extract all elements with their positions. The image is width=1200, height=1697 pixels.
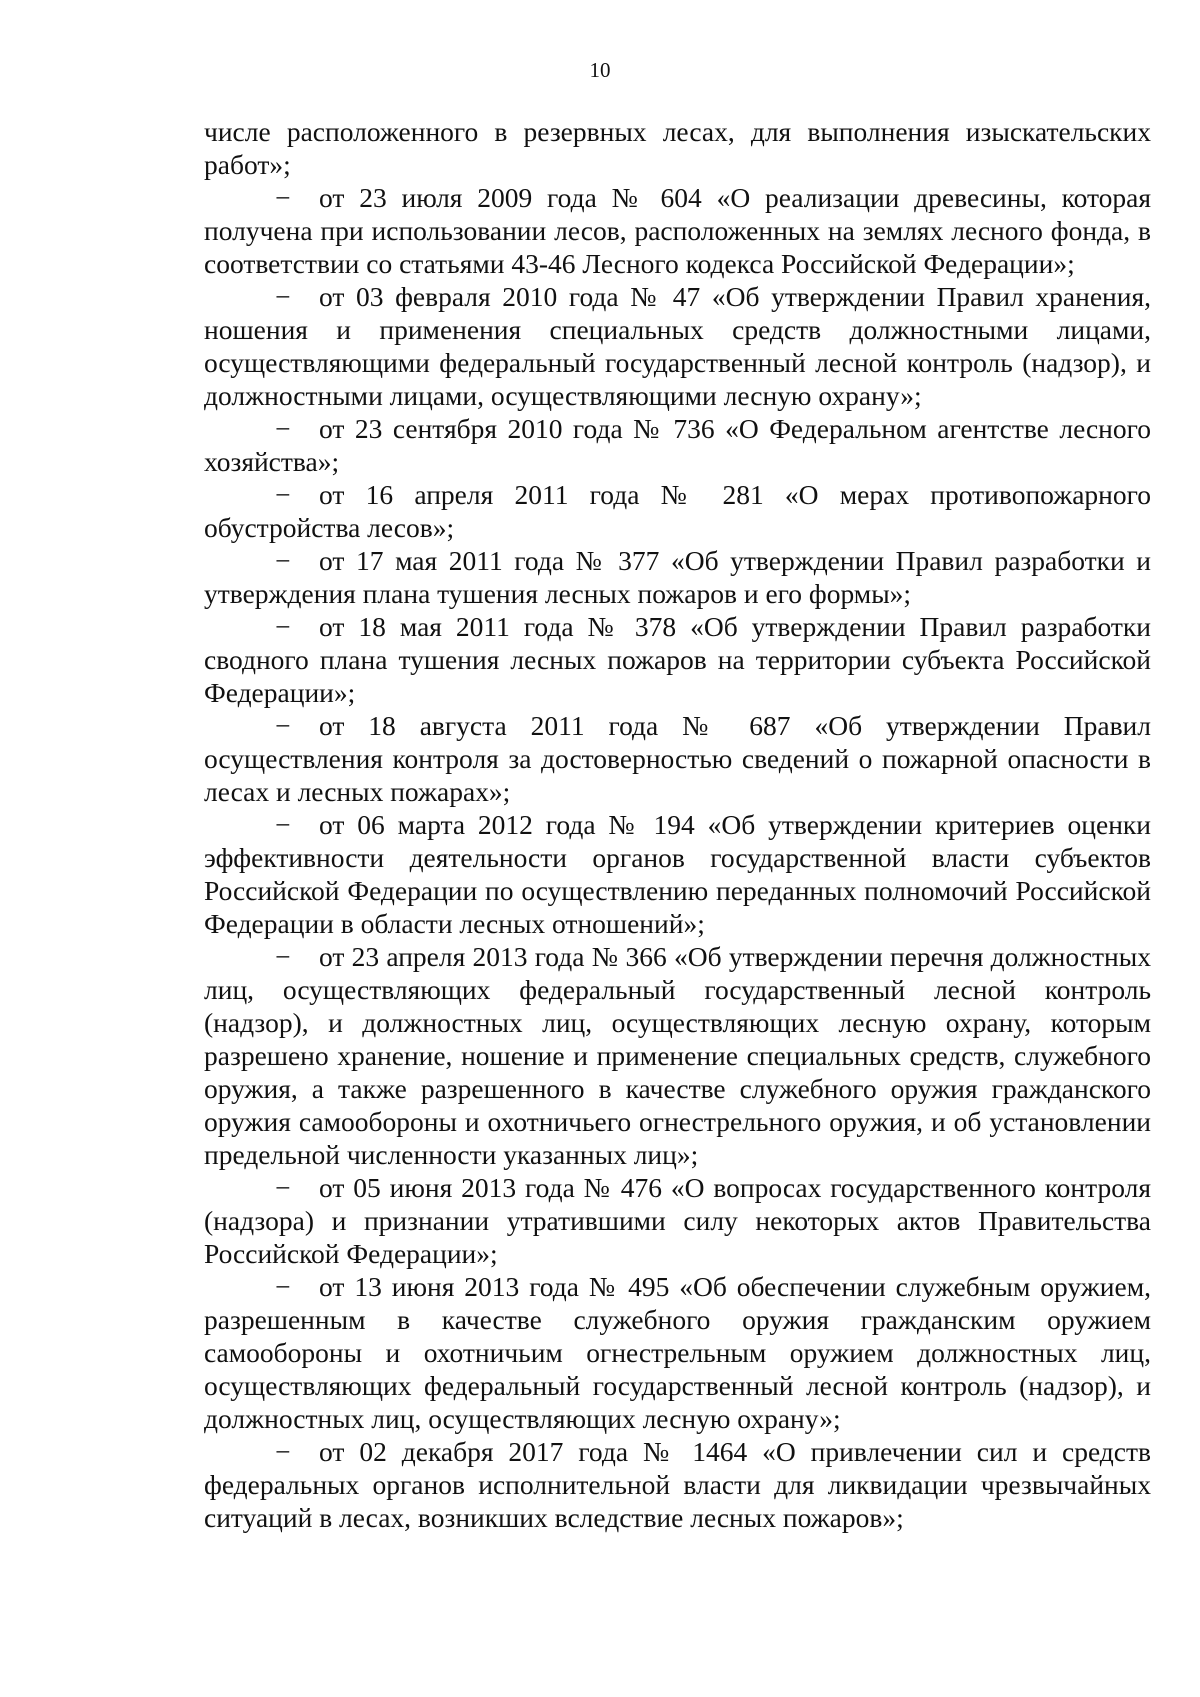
list-item: [204, 544, 1151, 610]
list-item-text: от 03 февраля 2010 года № 47 «Об утверждении Правил хранения, ношения и применения специальных средств должностными лицами, осуществляющими федеральный государственный лесной контроль (надзор), и должностными лицами, осуществляющими лесную охрану»;: [204, 281, 1151, 411]
list-item-text: от 06 марта 2012 года № 194 «Об утверждении критериев оценки эффективности деятельности органов государственной власти субъектов Российской Федерации по осуществлению переданных полномочий Российской Федерации в области лесных отношений»;: [204, 809, 1151, 939]
dash-marker: −: [275, 710, 291, 741]
dash-marker: −: [275, 182, 291, 213]
list-item: [204, 1435, 1151, 1534]
list-item: [204, 1270, 1151, 1435]
dash-marker: −: [275, 1436, 291, 1467]
list-item: [204, 478, 1151, 544]
dash-marker: −: [275, 545, 291, 576]
list-item-text: от 23 апреля 2013 года № 366 «Об утверждении перечня должностных лиц, осуществляющих федеральный государственный лесной контроль (надзор), и должностных лиц, осуществляющих лесную охрану, которым разрешено хранение, ношение и применение специальных средств, служебного оружия, а также разрешенного в качестве служебного оружия гражданского оружия самообороны и охотничьего огнестрельного оружия, и об установлении предельной численности указанных лиц»;: [204, 941, 1151, 1170]
dash-marker: −: [275, 809, 291, 840]
list-item: [204, 280, 1151, 412]
list-item-text: от 16 апреля 2011 года № 281 «О мерах противопожарного обустройства лесов»;: [204, 479, 1151, 543]
dash-marker: −: [275, 281, 291, 312]
continuation-paragraph: числе расположенного в резервных лесах, для выполнения изыскательских работ»;: [204, 116, 1151, 180]
list-item: [204, 412, 1151, 478]
list-item-text: от 18 мая 2011 года № 378 «Об утверждении Правил разработки сводного плана тушения лесных пожаров на территории субъекта Российской Федерации»;: [204, 611, 1151, 708]
dash-marker: −: [275, 1271, 291, 1302]
page-number: 10: [589, 58, 611, 82]
list-item: [204, 1171, 1151, 1270]
list-item: [204, 181, 1151, 280]
dash-marker: −: [275, 1172, 291, 1203]
dash-marker: −: [275, 611, 291, 642]
dash-marker: −: [275, 941, 291, 972]
list-item: [204, 808, 1151, 940]
list-item-text: от 05 июня 2013 года № 476 «О вопросах государственного контроля (надзора) и признании утратившими силу некоторых актов Правительства Российской Федерации»;: [204, 1172, 1151, 1269]
list-item-text: от 02 декабря 2017 года № 1464 «О привлечении сил и средств федеральных органов исполнительной власти для ликвидации чрезвычайных ситуаций в лесах, возникших вследствие лесных пожаров»;: [204, 1436, 1151, 1533]
list-item: [204, 610, 1151, 709]
list-item-text: от 13 июня 2013 года № 495 «Об обеспечении служебным оружием, разрешенным в качестве служебного оружия гражданским оружием самообороны и охотничьим огнестрельным оружием должностных лиц, осуществляющих федеральный государственный лесной контроль (надзор), и должностных лиц, осуществляющих лесную охрану»;: [204, 1271, 1151, 1434]
list-item: [204, 940, 1151, 1171]
document-body: [204, 115, 1151, 1534]
dash-marker: −: [275, 413, 291, 444]
list-item: [204, 709, 1151, 808]
dash-marker: −: [275, 479, 291, 510]
list-item-text: от 18 августа 2011 года № 687 «Об утверждении Правил осуществления контроля за достоверностью сведений о пожарной опасности в лесах и лесных пожарах»;: [204, 710, 1151, 807]
list-item-text: от 23 сентября 2010 года № 736 «О Федеральном агентстве лесного хозяйства»;: [204, 413, 1151, 477]
list-item-text: от 17 мая 2011 года № 377 «Об утверждении Правил разработки и утверждения плана тушения лесных пожаров и его формы»;: [204, 545, 1151, 609]
list-item-text: от 23 июля 2009 года № 604 «О реализации древесины, которая получена при использовании лесов, расположенных на землях лесного фонда, в соответствии со статьями 43-46 Лесного кодекса Российской Федерации»;: [204, 182, 1151, 279]
